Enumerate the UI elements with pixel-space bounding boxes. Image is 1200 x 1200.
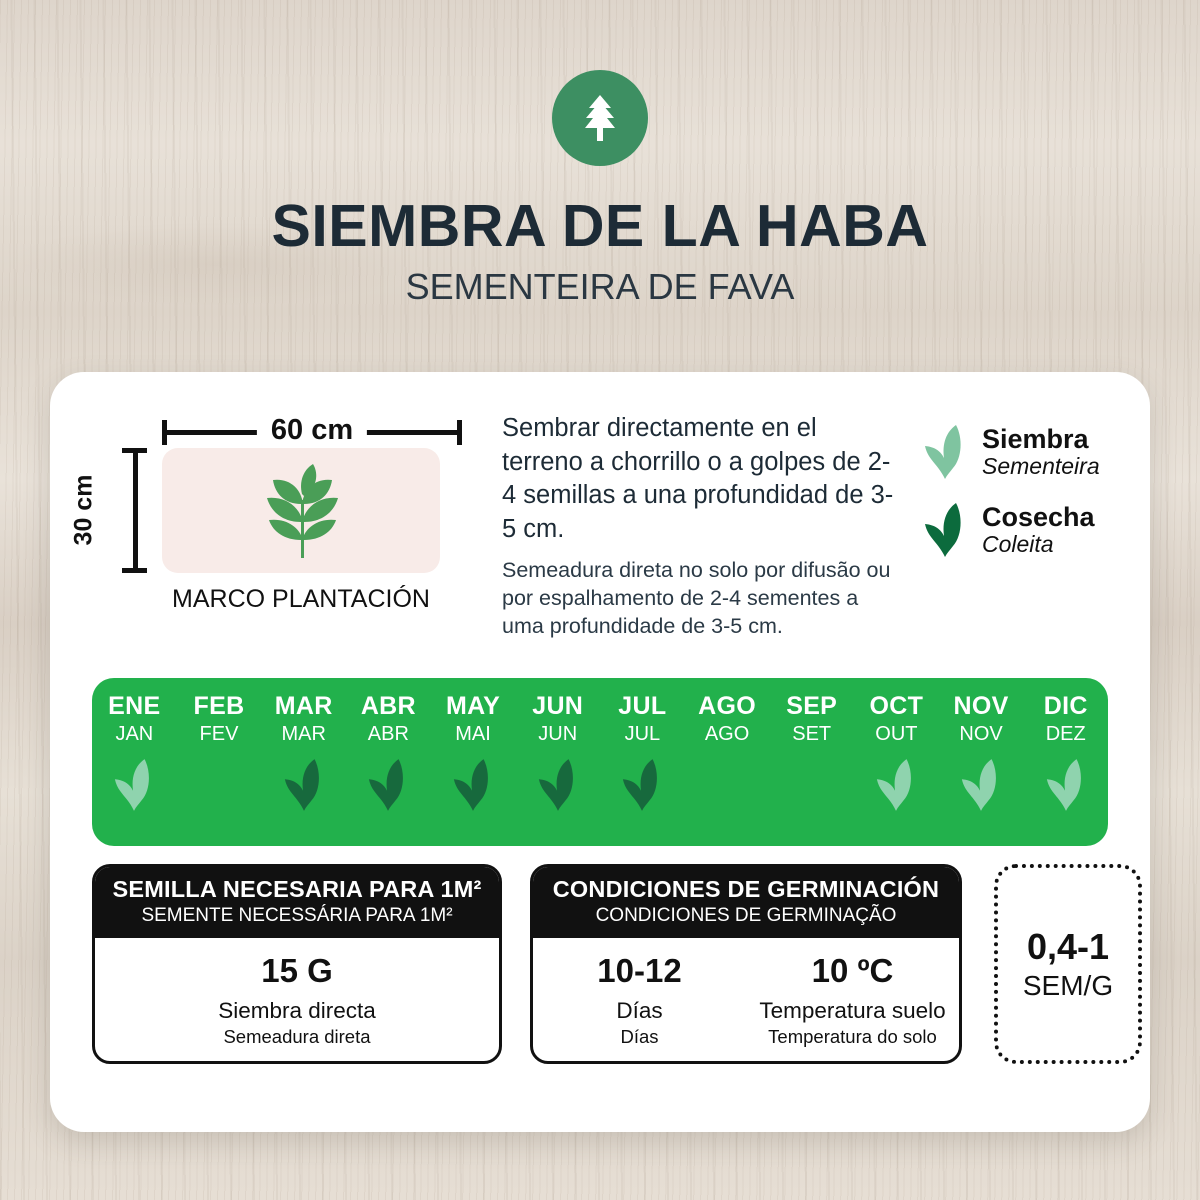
seed-quantity-label-pt: Semeadura direta [223, 1026, 371, 1047]
legend-sowing-text [982, 425, 1100, 479]
legend-item-harvest [922, 502, 1142, 558]
calendar-month [854, 678, 939, 846]
leaf-icon-dark [536, 757, 580, 813]
calendar-month-pt: NOV [959, 723, 1003, 745]
leaf-icon-dark [620, 757, 664, 813]
width-cap-right [457, 420, 462, 445]
calendar-month [177, 678, 262, 846]
calendar-month [769, 678, 854, 846]
calendar-month-pt: ABR [367, 723, 409, 745]
calendar-month-pt: JUN [538, 723, 578, 745]
calendar-month [261, 678, 346, 846]
germination-temp-label-pt: Temperatura do solo [768, 1026, 937, 1047]
title-sub: SEMENTEIRA DE FAVA [405, 265, 795, 307]
calendar-month-es: JUN [532, 692, 584, 720]
leafy-plant-icon [231, 460, 371, 562]
seeds-per-gram-value: 0,4-1 [1026, 926, 1110, 967]
calendar-month-pt: JUL [624, 723, 661, 745]
germination-box-title-es: CONDICIONES DE GERMINACIÓN [552, 876, 940, 902]
tree-icon [577, 93, 623, 143]
calendar-month-es: FEB [193, 692, 245, 720]
calendar-month-marker [1044, 754, 1088, 816]
leaf-icon-light [874, 757, 918, 813]
calendar-month-marker [112, 754, 156, 816]
seed-box-header [95, 867, 499, 938]
plot-wrapper [69, 448, 462, 573]
sowing-description [502, 412, 902, 640]
seeds-per-gram-box [994, 864, 1142, 1064]
calendar-month-marker [620, 754, 664, 816]
calendar-month-marker [451, 754, 495, 816]
calendar-month-es: OCT [869, 692, 924, 720]
germination-box-body [533, 938, 959, 1048]
calendar-month-marker [366, 754, 410, 816]
legend-harvest-text [982, 503, 1095, 557]
germination-days-cell [533, 938, 746, 1048]
calendar-month [939, 678, 1024, 846]
seed-box-cell [95, 938, 499, 1048]
planting-frame-diagram [69, 414, 492, 614]
description-pt: Semeadura direta no solo por difusão ou por espalhamento de 2-4 sementes a uma profundidade de 3-5 cm. [502, 557, 891, 638]
seed-box-title-pt: SEMENTE NECESSÁRIA PARA 1M² [141, 905, 453, 926]
leaf-icon-dark [282, 757, 326, 813]
info-card [50, 372, 1150, 1132]
calendar-month-pt: MAI [455, 723, 491, 745]
calendar-month-marker [959, 754, 1003, 816]
calendar-month [1023, 678, 1108, 846]
legend-sowing-es: Siembra [982, 424, 1089, 455]
calendar-month [515, 678, 600, 846]
width-measure [162, 414, 462, 448]
calendar-month [92, 678, 177, 846]
title-main: SIEMBRA DE LA HABA [271, 193, 929, 259]
calendar-month-es: JUL [618, 692, 667, 720]
seed-quantity-value: 15 G [261, 952, 333, 989]
calendar-month [600, 678, 685, 846]
legend-item-sowing [922, 424, 1142, 480]
germination-box [530, 864, 962, 1064]
calendar-month [685, 678, 770, 846]
height-measure [69, 448, 152, 573]
leaf-icon-light [922, 424, 968, 480]
logo-badge [552, 70, 648, 166]
germination-box-title-pt: CONDICIONES DE GERMINAÇÃO [595, 905, 897, 926]
germination-days-label-es: Días [616, 998, 663, 1023]
seed-box-title-es: SEMILLA NECESARIA PARA 1M² [112, 876, 482, 902]
calendar-month-marker [536, 754, 580, 816]
calendar-month-es: MAY [445, 692, 501, 720]
planting-frame-caption: MARCO PLANTACIÓN [172, 585, 430, 613]
germination-box-header [533, 867, 959, 938]
leaf-icon-light [112, 757, 156, 813]
calendar-month-es: ABR [360, 692, 416, 720]
height-label: 30 cm [68, 467, 101, 554]
calendar-month-es: NOV [953, 692, 1009, 720]
sowing-calendar [92, 678, 1108, 846]
card-bottom-row [50, 864, 1150, 1094]
card-top-row [50, 372, 1150, 670]
calendar-month-es: MAR [274, 692, 333, 720]
seed-box-body [95, 938, 499, 1048]
calendar-month-marker [874, 754, 918, 816]
germination-days-label-pt: Días [620, 1026, 659, 1047]
leaf-icon-light [959, 757, 1003, 813]
germination-days-value: 10-12 [597, 952, 682, 989]
calendar-month-pt: DEZ [1045, 723, 1086, 745]
calendar-month-pt: FEV [199, 723, 239, 745]
calendar-month-es: AGO [698, 692, 756, 720]
calendar-month [431, 678, 516, 846]
seed-quantity-label-es: Siembra directa [218, 998, 376, 1023]
calendar-month-pt: AGO [704, 723, 750, 745]
germination-temp-label-es: Temperatura suelo [759, 998, 946, 1023]
calendar-month-pt: SET [792, 723, 832, 745]
legend-sowing-pt: Sementeira [982, 452, 1100, 479]
page-title [0, 193, 1200, 308]
calendar-month-es: SEP [786, 692, 838, 720]
calendar-month-pt: JAN [115, 723, 154, 745]
leaf-icon-dark [366, 757, 410, 813]
leaf-icon-dark [451, 757, 495, 813]
legend [922, 424, 1142, 580]
calendar-month-es: DIC [1043, 692, 1088, 720]
calendar-month [346, 678, 431, 846]
height-cap-bottom [122, 568, 147, 573]
calendar-month-pt: OUT [875, 723, 918, 745]
calendar-month-pt: MAR [281, 723, 326, 745]
description-es: Sembrar directamente en el terreno a chorrillo o a golpes de 2-4 semillas a una profundidad de 3-5 cm. [502, 414, 894, 543]
germination-temp-value: 10 ºC [811, 952, 894, 989]
seeds-per-gram-unit: SEM/G [1022, 970, 1114, 1001]
plot-area [162, 448, 440, 573]
legend-harvest-pt: Coleita [982, 530, 1054, 557]
seed-quantity-box [92, 864, 502, 1064]
calendar-month-marker [282, 754, 326, 816]
germination-temp-cell [746, 938, 959, 1048]
width-label: 60 cm [257, 414, 367, 447]
calendar-month-es: ENE [108, 692, 161, 720]
leaf-icon-dark [922, 502, 968, 558]
leaf-icon-light [1044, 757, 1088, 813]
legend-harvest-es: Cosecha [982, 502, 1095, 533]
height-bar [133, 448, 138, 573]
